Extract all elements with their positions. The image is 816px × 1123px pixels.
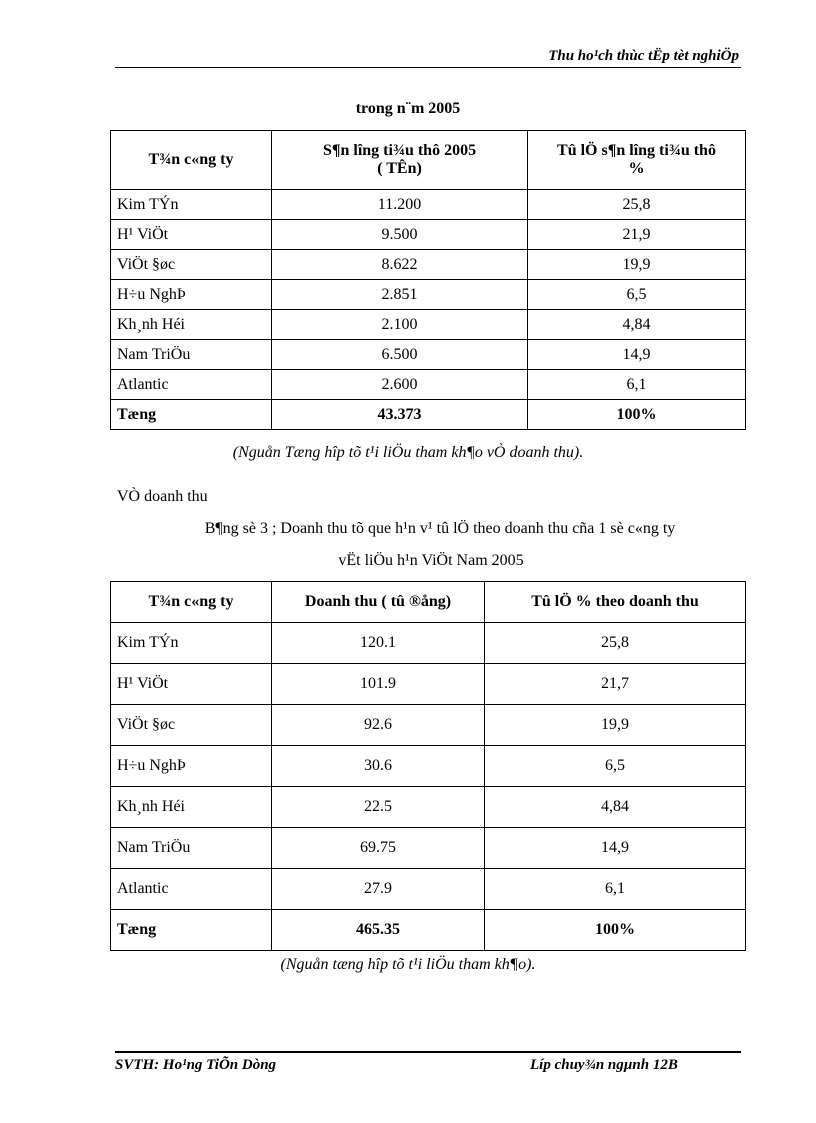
cell-volume: 11.200: [272, 190, 528, 220]
cell-company: Kim TÝn: [111, 190, 272, 220]
cell-share: 25,8: [528, 190, 746, 220]
cell-revenue: 120.1: [272, 623, 485, 664]
table-row: [111, 664, 746, 705]
column-header-share: [528, 131, 746, 190]
cell-share: 100%: [485, 910, 746, 951]
table-row: [111, 705, 746, 746]
footer-class: Líp chuy¾n ngµnh 12B: [530, 1057, 678, 1073]
cell-share: 6,5: [485, 746, 746, 787]
table-row: [111, 190, 746, 220]
column-header-share-line1: Tû lÖ s¶n lîng ti¾u thô: [557, 142, 716, 159]
cell-company: Kim TÝn: [111, 623, 272, 664]
column-header-volume: [272, 131, 528, 190]
cell-share: 6,1: [485, 869, 746, 910]
table1-source-note: (Nguån Tæng hîp tõ t¹i liÖu tham kh¶o vÒ doanh thu).: [232, 444, 584, 461]
table-row: [111, 746, 746, 787]
cell-revenue: 30.6: [272, 746, 485, 787]
footer-rule: [115, 1051, 741, 1053]
cell-share: 4,84: [528, 310, 746, 340]
cell-volume: 43.373: [272, 400, 528, 430]
cell-revenue: 92.6: [272, 705, 485, 746]
table-row: [111, 340, 746, 370]
table-header-row: [111, 582, 746, 623]
table-row: [111, 370, 746, 400]
cell-share: 14,9: [485, 828, 746, 869]
cell-share: 21,9: [528, 220, 746, 250]
table-row: [111, 280, 746, 310]
cell-company: Atlantic: [111, 370, 272, 400]
cell-company: Atlantic: [111, 869, 272, 910]
column-header-volume-line2: ( TÊn): [377, 160, 422, 177]
cell-company: Kh¸nh Héi: [111, 787, 272, 828]
cell-volume: 9.500: [272, 220, 528, 250]
cell-share: 19,9: [485, 705, 746, 746]
table-row: [111, 787, 746, 828]
cell-share: 6,1: [528, 370, 746, 400]
table-row: [111, 310, 746, 340]
header-rule: [115, 67, 741, 68]
cell-share: 25,8: [485, 623, 746, 664]
table-total-row: [111, 910, 746, 951]
table-row: [111, 220, 746, 250]
table2-caption-line1: B¶ng sè 3 ; Doanh thu tõ que h¹n v¹ tû lÖ theo doanh thu cña 1 sè c«ng ty: [204, 520, 676, 537]
cell-company: Kh¸nh Héi: [111, 310, 272, 340]
cell-volume: 2.851: [272, 280, 528, 310]
cell-share: 19,9: [528, 250, 746, 280]
column-header-company: T¾n c«ng ty: [111, 131, 272, 190]
cell-share: 6,5: [528, 280, 746, 310]
cell-revenue: 465.35: [272, 910, 485, 951]
cell-company: H÷u NghÞ: [111, 746, 272, 787]
page-header-title: Thu ho¹ch thùc tËp tèt nghiÖp: [548, 48, 739, 64]
cell-company: H¹ ViÖt: [111, 664, 272, 705]
table-row: [111, 828, 746, 869]
table-total-row: [111, 400, 746, 430]
table2-source-note: (Nguån tæng hîp tõ t¹i liÖu tham kh¶o).: [280, 956, 536, 973]
cell-share: 14,9: [528, 340, 746, 370]
cell-revenue: 101.9: [272, 664, 485, 705]
cell-volume: 6.500: [272, 340, 528, 370]
cell-share: 100%: [528, 400, 746, 430]
cell-company: ViÖt §øc: [111, 250, 272, 280]
cell-company: H÷u NghÞ: [111, 280, 272, 310]
cell-revenue: 22.5: [272, 787, 485, 828]
cell-revenue: 27.9: [272, 869, 485, 910]
cell-volume: 2.100: [272, 310, 528, 340]
cell-share: 21,7: [485, 664, 746, 705]
column-header-revenue-share: Tû lÖ % theo doanh thu: [485, 582, 746, 623]
section-heading: VÒ doanh thu: [117, 488, 208, 505]
sales-volume-table: [110, 130, 746, 430]
column-header-share-line2: %: [628, 160, 645, 177]
cell-revenue: 69.75: [272, 828, 485, 869]
table-row: [111, 869, 746, 910]
cell-share: 4,84: [485, 787, 746, 828]
cell-company: H¹ ViÖt: [111, 220, 272, 250]
table1-caption: trong n¨m 2005: [355, 100, 461, 117]
table-row: [111, 623, 746, 664]
cell-company: Tæng: [111, 400, 272, 430]
table-header-row: [111, 131, 746, 190]
cell-volume: 2.600: [272, 370, 528, 400]
revenue-table: [110, 581, 746, 951]
cell-company: Tæng: [111, 910, 272, 951]
cell-volume: 8.622: [272, 250, 528, 280]
cell-company: ViÖt §øc: [111, 705, 272, 746]
column-header-company: T¾n c«ng ty: [111, 582, 272, 623]
column-header-revenue: Doanh thu ( tû ®ång): [272, 582, 485, 623]
footer-author: SVTH: Ho¹ng TiÕn Dòng: [115, 1057, 277, 1073]
table-row: [111, 250, 746, 280]
table2-caption-line2: vËt liÖu h¹n ViÖt Nam 2005: [338, 552, 524, 569]
column-header-volume-line1: S¶n lîng ti¾u thô 2005: [322, 142, 477, 159]
cell-company: Nam TriÖu: [111, 340, 272, 370]
cell-company: Nam TriÖu: [111, 828, 272, 869]
